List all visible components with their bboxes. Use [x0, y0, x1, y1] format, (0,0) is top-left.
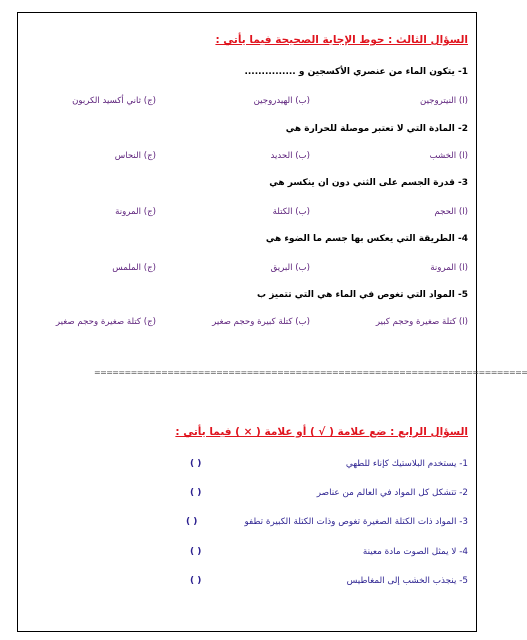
answer-blank-5[interactable]: ( ) [190, 576, 202, 586]
q1-option-b[interactable]: (ب) الهيدروجين [253, 96, 310, 106]
answer-blank-1[interactable]: ( ) [190, 459, 202, 469]
q3-option-c[interactable]: (ج) المرونة [115, 207, 156, 217]
statement-5: 5- ينجذب الخشب إلى المغاطيس [346, 576, 468, 586]
q2-option-a[interactable]: (ا) الخشب [429, 151, 468, 161]
question-5: 5- المواد التي تغوص في الماء هي التي تتميز ب [257, 290, 468, 300]
q3-option-b[interactable]: (ب) الكتلة [272, 207, 310, 217]
question-2: 2- المادة التي لا تعتبر موصلة للحرارة هي [285, 124, 468, 134]
q4-option-a[interactable]: (ا) المرونة [430, 263, 468, 273]
q4-option-c[interactable]: (ج) الملمس [112, 263, 156, 273]
statement-1: 1- يستخدم البلاستيك كإناء للطهي [345, 459, 468, 469]
section-divider: ======================================================================= [94, 368, 527, 377]
q3-option-a[interactable]: (ا) الحجم [434, 207, 468, 217]
q5-option-b[interactable]: (ب) كتلة كبيرة وحجم صغير [212, 317, 310, 327]
answer-blank-3[interactable]: ( ) [186, 517, 198, 527]
statement-2: 2- تتشكل كل المواد في العالم من عناصر [316, 488, 468, 498]
statement-4: 4- لا يمثل الصوت مادة معينة [362, 547, 468, 557]
question-4: 4- الطريقة التي يعكس بها جسم ما الضوء هي [265, 234, 468, 244]
answer-blank-2[interactable]: ( ) [190, 488, 202, 498]
section3-heading: السؤال الثالث : حوط الإجابة الصحيحة فيما يأتي : [215, 34, 468, 46]
q1-option-c[interactable]: (ج) ثاني أكسيد الكربون [72, 96, 156, 106]
q2-option-c[interactable]: (ج) النحاس [114, 151, 156, 161]
q1-option-a[interactable]: (ا) النيتروجين [420, 96, 468, 106]
answer-blank-4[interactable]: ( ) [190, 547, 202, 557]
q5-option-c[interactable]: (ج) كتلة صغيرة وحجم صغير [55, 317, 156, 327]
q2-option-b[interactable]: (ب) الحديد [270, 151, 310, 161]
question-3: 3- قدرة الجسم على الثني دون ان ينكسر هي [269, 178, 468, 188]
section4-heading: السؤال الرابع : ضع علامة ( √ ) أو علامة ( × ) فيما يأتي : [175, 426, 468, 438]
statement-3: 3- المواد ذات الكتلة الصغيرة تغوص وذات الكتلة الكبيرة تطفو [244, 517, 468, 527]
q5-option-a[interactable]: (ا) كتلة صغيرة وحجم كبير [375, 317, 468, 327]
q4-option-b[interactable]: (ب) البريق [270, 263, 310, 273]
question-1: 1- يتكون الماء من عنصري الأكسجين و ............... [244, 67, 468, 77]
